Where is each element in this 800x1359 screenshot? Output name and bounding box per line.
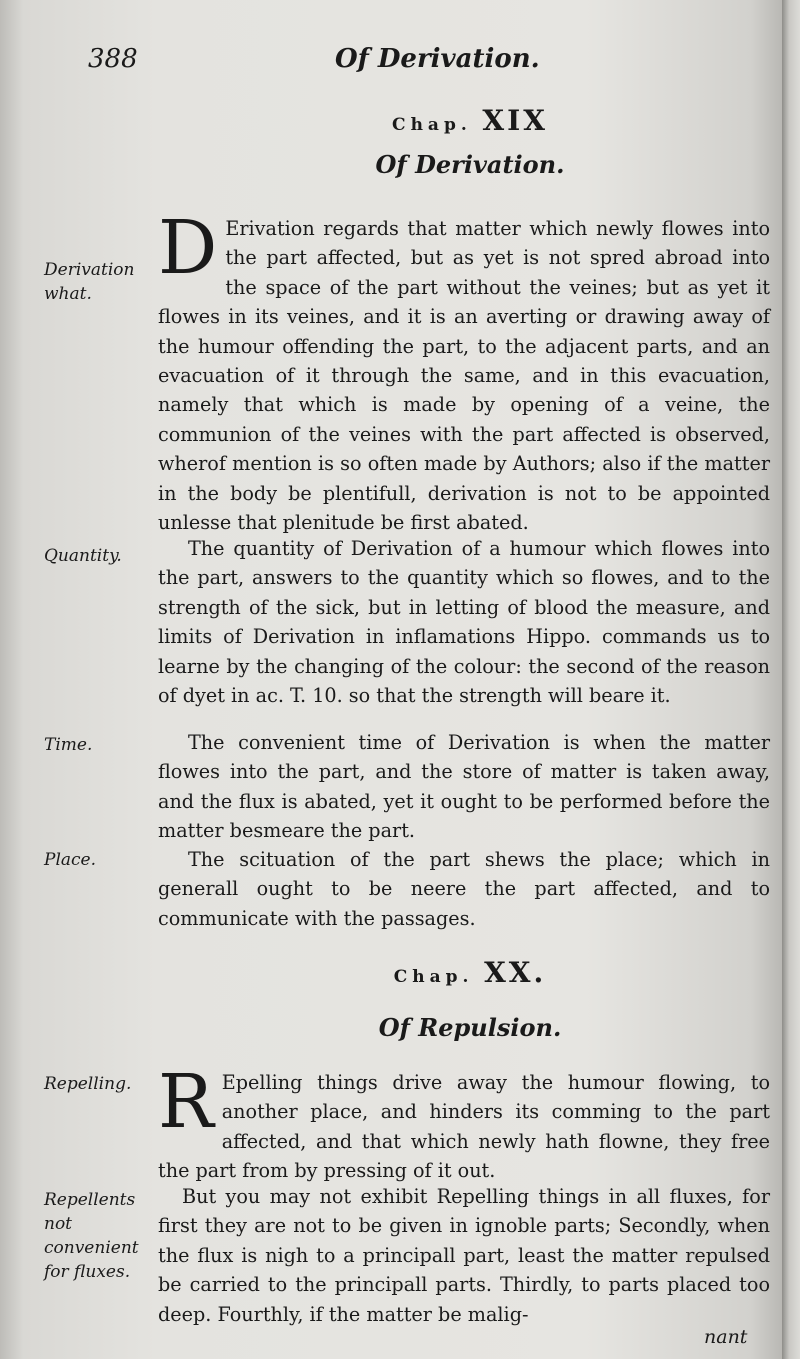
running-head	[60, 44, 780, 84]
drop-cap: D	[158, 205, 218, 291]
margin-note-time: Time.	[44, 735, 93, 755]
chapter-title-20: Of Repulsion.	[378, 1013, 562, 1042]
paragraph-quantity: The quantity of Derivation of a humour which flowes into the part, answers to the quantity which so flowes, and to the strength of the sick, but in letting of blood the measure, and limits of Derivation in inflamations Hippo. commands us to learne by the changing of the colour: the second of the reason of dyet in ac. T. 10. so that the strength will beare it.	[158, 537, 770, 708]
running-title: Of Derivation.	[335, 44, 540, 74]
drop-cap: R	[158, 1059, 214, 1145]
paragraph-derivation	[158, 205, 770, 537]
chapter-heading-20	[160, 956, 780, 989]
margin-note-derivation: Derivation what.	[44, 260, 135, 304]
catchword: nant	[704, 1326, 748, 1348]
chapter-number: XIX	[482, 104, 548, 137]
paragraph-repellents: But you may not exhibit Repelling things in all fluxes, for first they are not to be given in ignoble parts; Secondly, when the flux is nigh to a principall part, least the matter repulsed be carried to the principall parts. Thirdly, to parts placed too deep. Fourthly, if the matter be malig-	[158, 1185, 770, 1326]
paragraph-text: Epelling things drive away the humour flowing, to another place, and hinders its comming to the part affected, and that which newly hath flowne, they free the part from by pressing of it out.	[158, 1071, 770, 1183]
paragraph-text: Erivation regards that matter which newly flowes into the part affected, but as yet is not spred abroad into the space of the part without the veines; but as yet it flowes in its veines, and it is an averting or drawing away of the humour offending the part, to the adjacent parts, and an evacuation of it through the same, and in this evacuation, namely that which is made by opening of a veine, the communion of the veines with the part affected is observed, wherof mention is so often made by Authors; also if the matter in the body be plentifull, derivation is not to be appointed unlesse that plenitude be first abated.	[158, 217, 770, 535]
margin-note-repelling: Repelling.	[44, 1074, 132, 1094]
page-number: 388	[88, 44, 138, 74]
chapter-word: Chap.	[392, 115, 472, 135]
margin-note-place: Place.	[44, 850, 96, 870]
chapter-title-19: Of Derivation.	[375, 150, 565, 179]
paragraph-time: The convenient time of Derivation is when the matter flowes into the part, and the store of matter is taken away, and the flux is abated, yet it ought to be performed before the matter besmeare the part.	[158, 731, 770, 843]
chapter-number: XX.	[484, 956, 547, 989]
margin-note-repellents: Repellents not convenient for fluxes.	[44, 1190, 139, 1282]
paragraph-repelling	[158, 1059, 770, 1186]
chapter-heading-19	[160, 104, 780, 137]
chapter-word: Chap.	[393, 967, 474, 987]
margin-note-quantity: Quantity.	[44, 546, 122, 566]
page-edge	[782, 0, 800, 1359]
paragraph-place: The scituation of the part shews the place; which in generall ought to be neere the part affected, and to communicate with the passages.	[158, 848, 770, 930]
